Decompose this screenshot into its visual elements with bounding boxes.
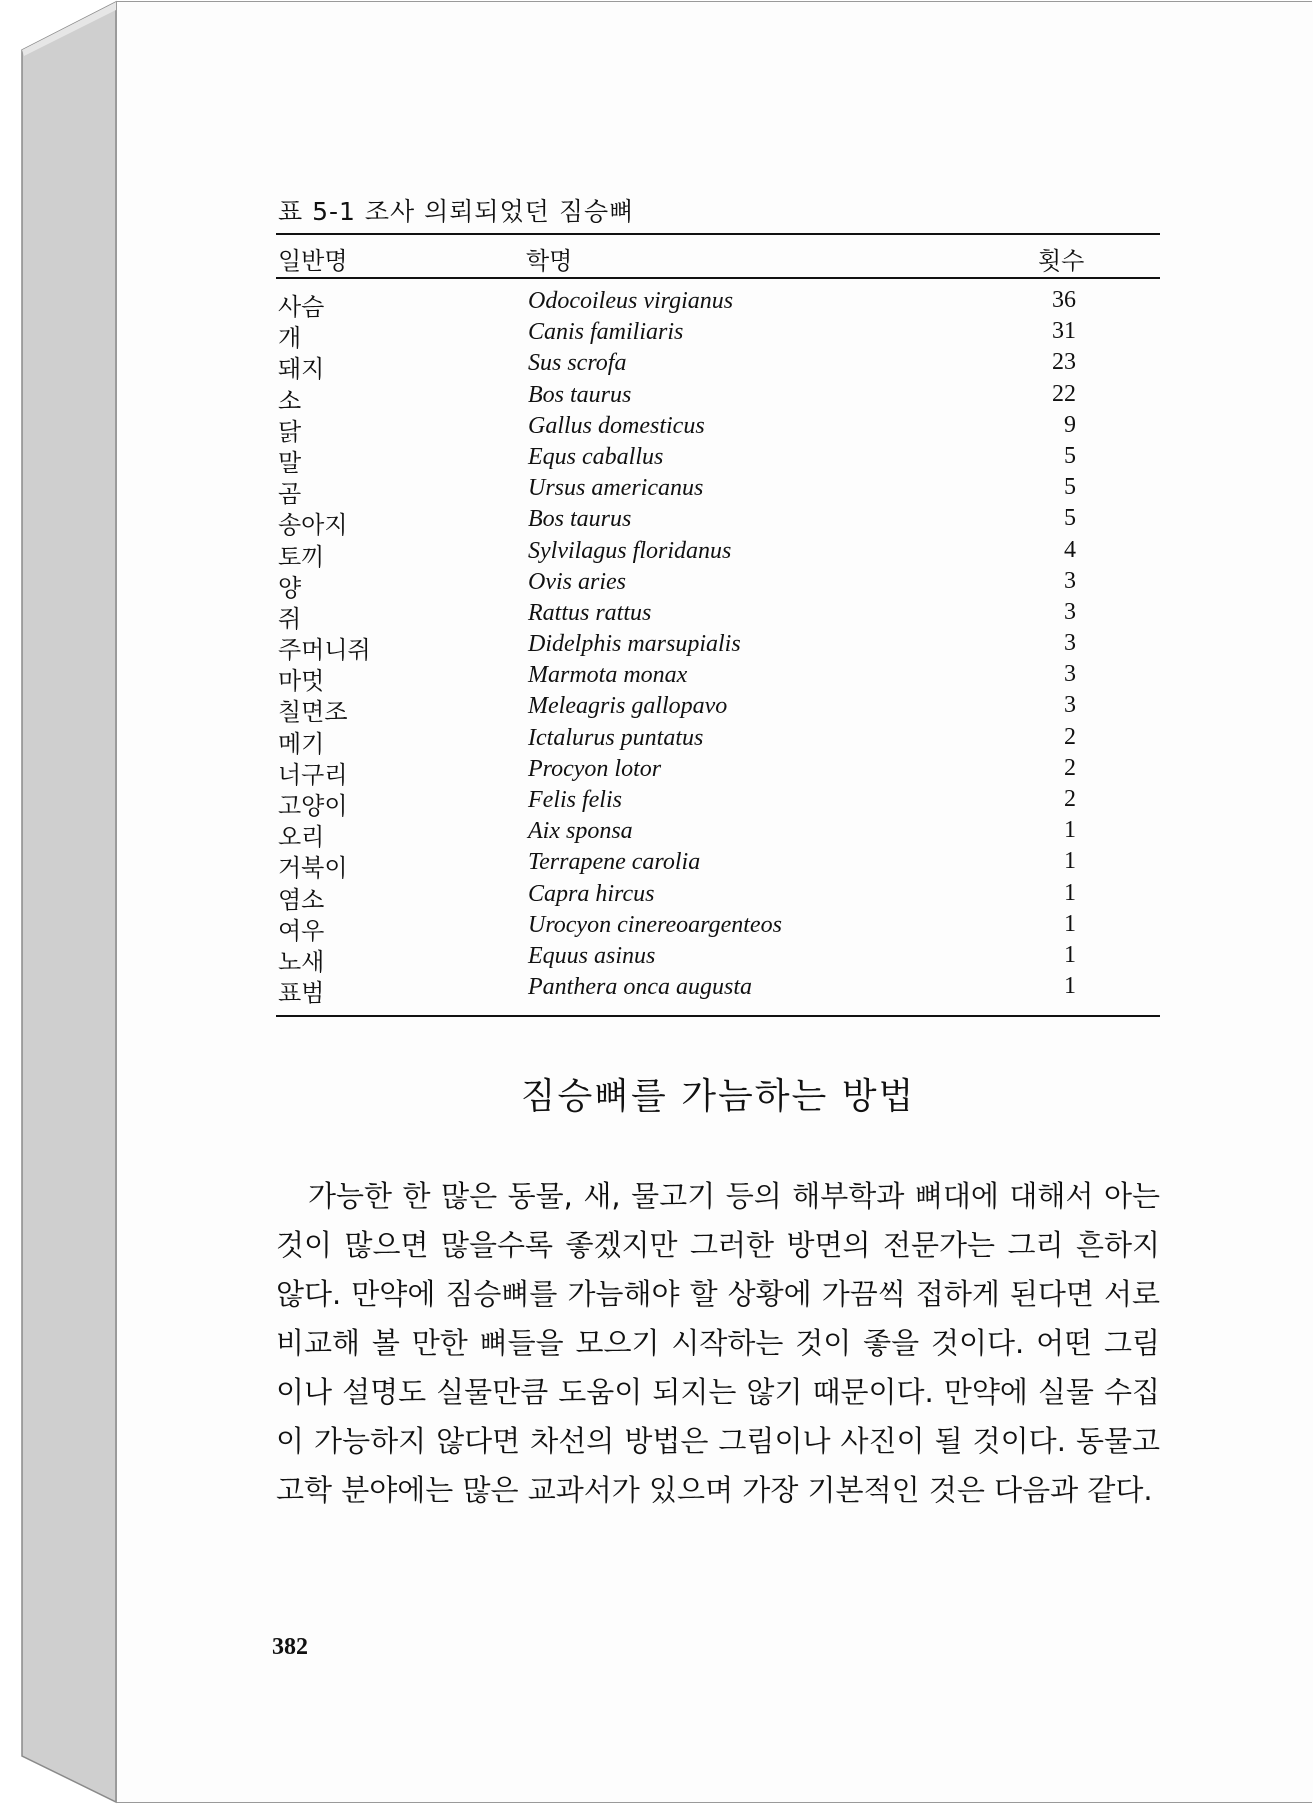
table-row	[276, 817, 1160, 852]
table-row	[276, 380, 1160, 415]
scientific-name: Ictalurus puntatus	[528, 724, 704, 751]
count: 5	[1064, 505, 1076, 532]
common-name: 너구리	[278, 760, 348, 789]
count: 2	[1064, 754, 1076, 781]
scientific-name: Equus asinus	[528, 942, 656, 969]
count: 4	[1064, 536, 1076, 563]
common-name: 양	[278, 573, 302, 602]
common-name: 말	[278, 448, 302, 477]
header-common-name: 일반명	[278, 247, 348, 275]
count: 9	[1064, 411, 1076, 438]
common-name: 거북이	[278, 854, 348, 883]
scientific-name: Felis felis	[528, 787, 622, 813]
table-caption: 표 5-1 조사 의뢰되었던 짐승뼈	[278, 197, 635, 226]
count: 22	[1052, 380, 1076, 407]
scientific-name: Terrapene carolia	[528, 849, 701, 876]
common-name: 오리	[278, 823, 325, 852]
table-row	[276, 941, 1160, 976]
table-row	[276, 910, 1160, 945]
table-row	[276, 723, 1160, 758]
table-row	[276, 848, 1160, 883]
common-name: 노새	[278, 947, 325, 976]
count: 5	[1064, 442, 1076, 469]
common-name: 닭	[278, 417, 302, 446]
page-number: 382	[272, 1634, 308, 1660]
count: 1	[1064, 817, 1076, 844]
scientific-name: Equs caballus	[528, 443, 664, 470]
common-name: 표범	[278, 979, 325, 1008]
scientific-name: Meleagris gallopavo	[528, 693, 728, 720]
scientific-name: Urocyon cinereoargenteos	[528, 911, 782, 938]
table-row	[276, 973, 1160, 1008]
scientific-name: Sylvilagus floridanus	[528, 537, 732, 564]
header-scientific-name: 학명	[526, 247, 573, 275]
table-row	[276, 318, 1160, 353]
scientific-name: Aix sponsa	[528, 818, 633, 845]
count: 31	[1052, 318, 1076, 345]
scientific-name: Bos taurus	[528, 506, 632, 533]
scientific-name: Ovis aries	[528, 568, 626, 595]
count: 3	[1064, 598, 1076, 625]
common-name: 소	[278, 386, 302, 415]
scientific-name: Gallus domesticus	[528, 412, 705, 439]
count: 1	[1064, 973, 1076, 1000]
count: 23	[1052, 349, 1076, 376]
common-name: 토끼	[278, 542, 325, 571]
count: 1	[1064, 879, 1076, 906]
count: 36	[1052, 287, 1076, 313]
table-row	[276, 879, 1160, 914]
table-row	[276, 536, 1160, 571]
common-name: 사슴	[278, 293, 325, 321]
table-top-rule	[276, 233, 1160, 235]
common-name: 송아지	[278, 511, 348, 540]
table-row	[276, 474, 1160, 509]
scientific-name: Panthera onca augusta	[528, 974, 752, 1001]
scientific-name: Didelphis marsupialis	[528, 631, 741, 658]
common-name: 곰	[278, 480, 302, 509]
table-row	[276, 505, 1160, 540]
common-name: 메기	[278, 729, 325, 758]
scientific-name: Ursus americanus	[528, 475, 704, 502]
common-name: 염소	[278, 885, 325, 914]
count: 1	[1064, 848, 1076, 875]
table-row	[276, 442, 1160, 477]
common-name: 여우	[278, 916, 325, 945]
common-name: 칠면조	[278, 698, 348, 727]
common-name: 쥐	[278, 604, 302, 633]
section-title: 짐승뼈를 가늠하는 방법	[520, 1076, 916, 1117]
table-row	[276, 567, 1160, 602]
scientific-name: Capra hircus	[528, 880, 655, 907]
table-row	[276, 754, 1160, 789]
scientific-name: Bos taurus	[528, 381, 632, 408]
body-paragraph: 가능한 한 많은 동물, 새, 물고기 등의 해부학과 뼈대에 대해서 아는 것이 많으면 많을수록 좋겠지만 그러한 방면의 전문가는 그리 흔하지 않다. 만약에 짐승뼈를 가늠해야 할 상황에 가끔씩 접하게 된다면 서로 비교해 볼 만한 뼈들을 모으기 시작하는 것이 좋을 것이다. 어떤 그림이나 설명도 실물만큼 도움이 되지는 않기 때문이다. 만약에 실물 수집이 가능하지 않다면 차선의 방법은 그림이나 사진이 될 것이다. 동물고고학 분야에는 많은 교과서가 있으며 가장 기본적인 것은 다음과 같다.	[276, 1179, 1160, 1507]
common-name: 마멋	[278, 667, 325, 696]
scientific-name: Marmota monax	[528, 662, 688, 689]
common-name: 돼지	[278, 355, 325, 384]
count: 2	[1064, 723, 1076, 750]
table-row	[276, 598, 1160, 633]
common-name: 고양이	[278, 792, 348, 820]
common-name: 주머니쥐	[278, 636, 371, 665]
count: 2	[1064, 786, 1076, 812]
table-row	[276, 287, 1160, 321]
table-row	[276, 661, 1160, 696]
count: 3	[1064, 692, 1076, 719]
scientific-name: Rattus rattus	[528, 599, 652, 626]
count: 5	[1064, 474, 1076, 501]
table-bottom-rule	[276, 1015, 1160, 1017]
table-row	[276, 349, 1160, 384]
scientific-name: Procyon lotor	[528, 755, 662, 782]
table-body	[276, 287, 1160, 1008]
scientific-name: Canis familiaris	[528, 319, 684, 346]
table-row	[276, 411, 1160, 446]
table-row	[276, 630, 1160, 665]
count: 3	[1064, 567, 1076, 594]
table-header-rule	[276, 277, 1160, 279]
count: 1	[1064, 910, 1076, 937]
count: 3	[1064, 630, 1076, 657]
count: 3	[1064, 661, 1076, 688]
table-row	[276, 692, 1160, 727]
scientific-name: Sus scrofa	[528, 350, 627, 377]
scientific-name: Odocoileus virgianus	[528, 288, 734, 314]
count: 1	[1064, 941, 1076, 968]
common-name: 개	[278, 324, 302, 353]
header-count: 횟수	[1038, 247, 1085, 275]
table-row	[276, 786, 1160, 820]
